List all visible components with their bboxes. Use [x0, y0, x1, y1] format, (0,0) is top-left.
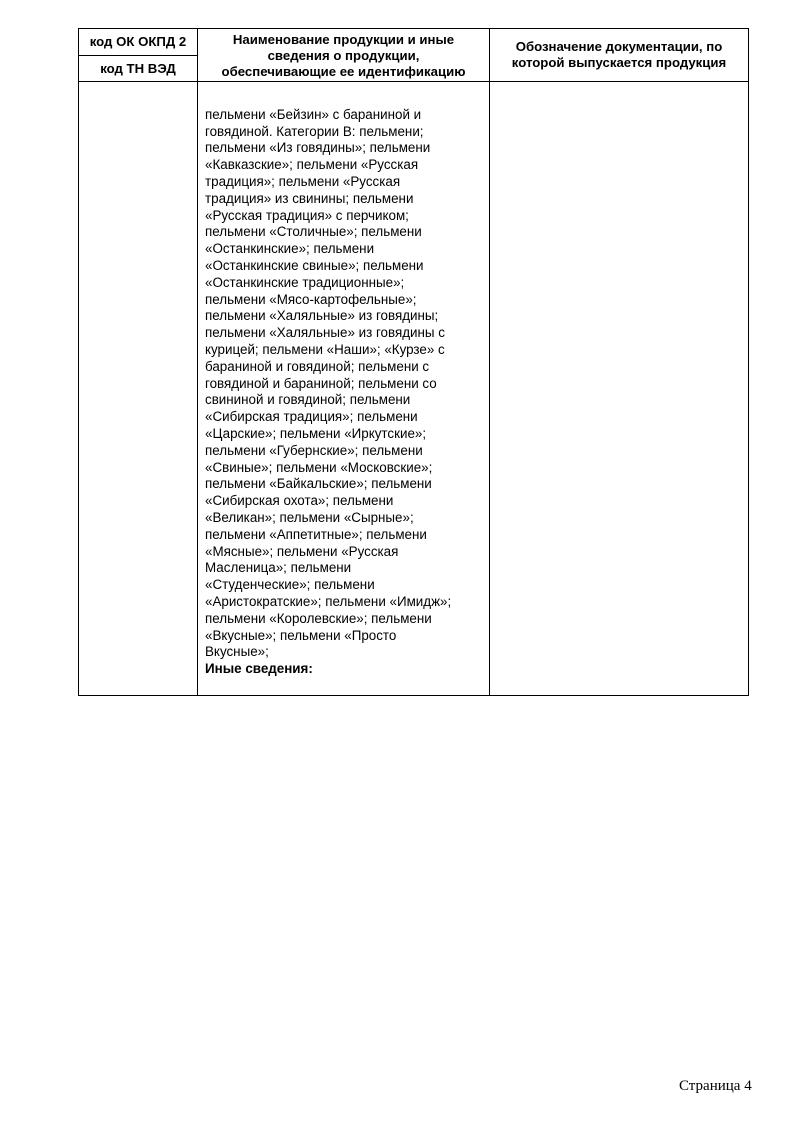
product-description-text: пельмени «Бейзин» с бараниной и говядиной. Категории В: пельмени; пельмени «Из говядины»; пельмени «Кавказские»; пельмени «Русская традиция»; пельмени «Русская традиция» из свинины; пельмени «Русская традиция» с перчиком; пельмени «Столичные»; пельмени «Останкинские»; пельмени «Останкинские свиные»; пельмени «Останкинские традиционные»; пельмени «Мясо-картофельные»; пельмени «Халяльные» из говядины; пельмени «Халяльные» из говядины с курицей; пельмени «Наши»; «Курзе» с бараниной и говядиной; пельмени с говядиной и бараниной; пельмени со свининой и говядиной; пельмени «Сибирская традиция»; пельмени «Царские»; пельмени «Иркутские»; пельмени «Губернские»; пельмени «Свиные»; пельмени «Московские»; пельмени «Байкальские»; пельмени «Сибирская охота»; пельмени «Великан»; пельмени «Сырные»; пельмени «Аппетитные»; пельмени «Мясные»; пельмени «Русская Масленица»; пельмени «Студенческие»; пельмени «Аристократские»; пельмени «Имидж»; пельмени «Королевские»; пельмени «Вкусные»; пельмени «Просто Вкусные»;: [205, 106, 452, 660]
header-product-name: Наименование продукции и иные сведения о продукции, обеспечивающие ее идентификацию: [198, 29, 490, 82]
documentation-cell: [490, 82, 749, 696]
okpd-code-cell: [79, 82, 198, 696]
page-number: Страница 4: [679, 1078, 752, 1094]
table-row: [79, 82, 749, 696]
header-documentation: Обозначение документации, по которой выпускается продукция: [490, 29, 749, 82]
header-tnved-code: код ТН ВЭД: [79, 56, 198, 82]
product-description-cell: [198, 82, 490, 696]
header-okpd-code: код ОК ОКПД 2: [79, 29, 198, 56]
other-info-label: Иные сведения:: [205, 661, 313, 677]
product-table: [78, 28, 749, 696]
